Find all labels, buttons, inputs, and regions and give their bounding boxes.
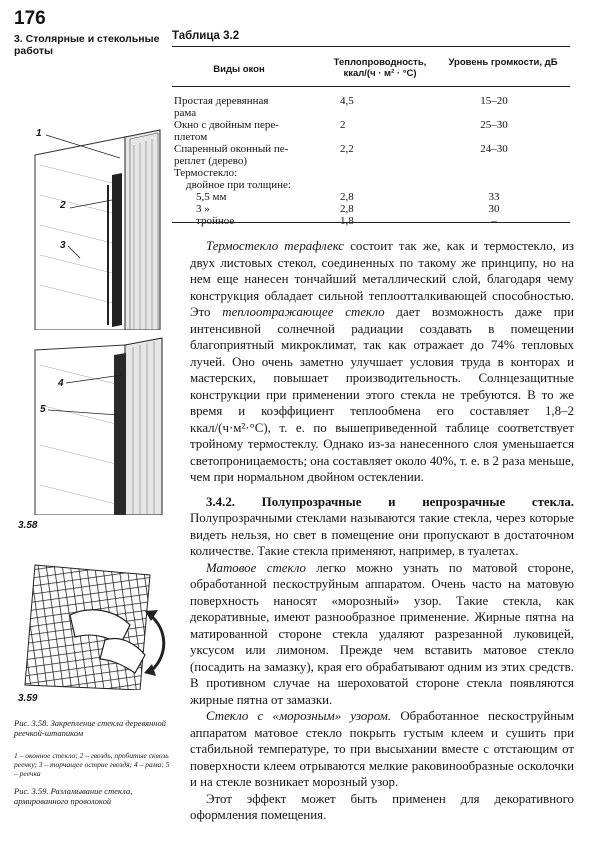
table-cell-type [174,95,268,119]
paragraph-translucent [190,494,574,560]
callout-3: 3 [60,240,66,251]
term-heat-reflecting-glass: теплоотражающее стекло [222,305,385,319]
table-cell-type-line: Спаренный оконный пе- [174,143,289,155]
paragraph-effect: Этот эффект может быть применен для декоративного оформления помещения. [190,791,574,822]
table-caption: Таблица 3.2 [172,30,240,42]
figure-caption-3-58: Рис. 3.58. Закрепление стекла деревянной реечкой-штапиком [14,718,167,738]
table-cell-type-line: Окно с двойным пере- [174,119,279,131]
callout-5: 5 [40,404,46,415]
table-cell-conductivity: 2,8 [340,203,354,215]
table-row [174,191,570,203]
table-cell-type-line: 3 » [196,203,210,215]
term-frost-pattern: Стекло с «морозным» узором. [206,709,392,723]
paragraph-translucent-text: Полупрозрачными стеклами называются такие стекла, через которые видеть нельзя, но свет в помещение они пропускают в достаточном количестве. Такие стекла применяют, например, в туалетах. [190,511,574,558]
table-header-noise: Уровень громкости, дБ [448,57,558,68]
table-cell-type-line: реплет (дерево) [174,155,248,167]
table-cell-conductivity: 2,8 [340,191,354,203]
figure-legend-3-58: 1 – оконное стекло; 2 – гвоздь, пробитые сквозь реечку; 3 – торчащее острие гвоздя; 4 – рама; 5 – реечка [14,751,170,778]
table-cell-type [174,143,288,167]
paragraph-frost-pattern [190,708,574,791]
table-cell-conductivity: 1,8 [340,215,354,227]
paragraph-teraflex-text-1: состоит так же, как и термостекло, из двух листовых стекол, соединенных по такому же принципу, но на нем еще нанесен тончайший металлический слой, благодаря чему конструкция обладает сильной теплоотталкивающей способностью. Это [190,239,574,319]
table-header-rule [172,86,570,87]
paragraph-frost-pattern-text: Обработанное пескоструйным аппаратом матовое стекло покрыть густым клеем и сушить при стабильной температуре, то при высыхании вместе с отстающим от поверхности клеем отрываются мелкие раковинообразные осколочки и на стекле возникает морозный узор. [190,709,574,789]
table-cell-noise: 25–30 [480,119,508,131]
paragraph-matte-glass [190,560,574,709]
table-cell-type [186,179,291,191]
table-row [174,203,570,215]
callout-leaders-2 [40,370,130,430]
table-row [174,143,570,167]
table-cell-type [196,215,234,227]
table-row [174,215,570,227]
table-cell-noise: 33 [488,191,500,203]
callout-2: 2 [60,200,66,211]
table-cell-noise: – [491,215,497,227]
table-row [174,179,570,191]
term-matte-glass: Матовое стекло [206,560,306,575]
table-cell-type-line: Термостекло: [174,167,238,179]
table-row [174,119,570,143]
table-cell-type [174,119,279,143]
table-cell-type [196,191,226,203]
chapter-title: 3. Столярные и стекольные работы [14,33,160,57]
table-bottom-rule [172,222,570,223]
body-text [190,238,574,824]
table-cell-type-line: рама [174,107,197,119]
table-cell-type-line: тройное [196,215,235,227]
table-cell-type [174,167,237,179]
figure-caption-3-59: Рис. 3.59. Разламывание стекла, армированного проволокой [14,786,133,806]
table-cell-conductivity: 4,5 [340,95,354,107]
paragraph-teraflex-text-2: дает возможность даже при интенсивной солнечной радиации создавать в помещении благоприятный микроклимат, так как отражает до 74% тепловых лучей. Оно очень заметно улучшает условия труда в конторах и мастерских, повышает производительность. Солнцезащитные конструкции при применении этого стекла не требуются. В то же время и коэффициент теплообмена его составляет 1,8–2 ккал/(ч·м²·°С), т. е. по вышеприведенной таблице соответствует тройному термостеклу. Однако из-за нанесенного слоя уменьшается светопроницаемость; она составляет около 40%, т. е. в 2 раза меньше, чем при нормальном двойном остеклении. [190,305,574,484]
spacer [190,486,574,494]
table-cell-type-line: двойное при толщине: [186,179,291,191]
table-cell-type-line: плетом [174,131,208,143]
table-cell-conductivity: 2 [340,119,346,131]
paragraph-matte-glass-text: легко можно узнать по матовой стороне, обработанной пескоструйным аппаратом. Очень часто на матовую поверхность наносят «морозный» узор. Такие стекла, как декоративные, имеют разнообразное применение. Жирные пятна на матированной стороне стекла удаляют разрезанной луковицей, уксусом или лимоном. Прежде чем вставить матовое стекло (посадить на замазку), края его обрабатывают одним из этих средств. В противном случае на шероховатой стороне стекла появляются жирные пятна от замазки. [190,560,574,707]
table-header-conductivity: Теплопроводность, ккал/(ч · м² · °С) [333,57,427,79]
figure-label-3-59: 3.59 [18,693,38,704]
paragraph-teraflex [190,238,574,486]
table-cell-type-line: Простая деревянная [174,95,269,107]
figure-label-3-58: 3.58 [18,520,38,531]
callout-leaders-1 [30,128,120,268]
table-cell-noise: 15–20 [480,95,508,107]
section-heading: 3.4.2. Полупрозрачные и непрозрачные стекла. [206,494,574,509]
page-number: 176 [14,8,46,29]
term-teraflex: Термостекло терафлекс [206,239,344,253]
table-top-rule [172,46,570,47]
callout-4: 4 [58,378,64,389]
table-cell-noise: 30 [488,203,500,215]
table-header-type: Виды окон [213,64,265,75]
table-row [174,167,570,179]
table-cell-noise: 24–30 [480,143,508,155]
wired-glass-illustration [20,555,170,690]
table-row [174,95,570,119]
table-cell-type-line: 5,5 мм [196,191,227,203]
table-cell-type [196,203,210,215]
callout-1: 1 [36,128,42,139]
table-cell-conductivity: 2,2 [340,143,354,155]
